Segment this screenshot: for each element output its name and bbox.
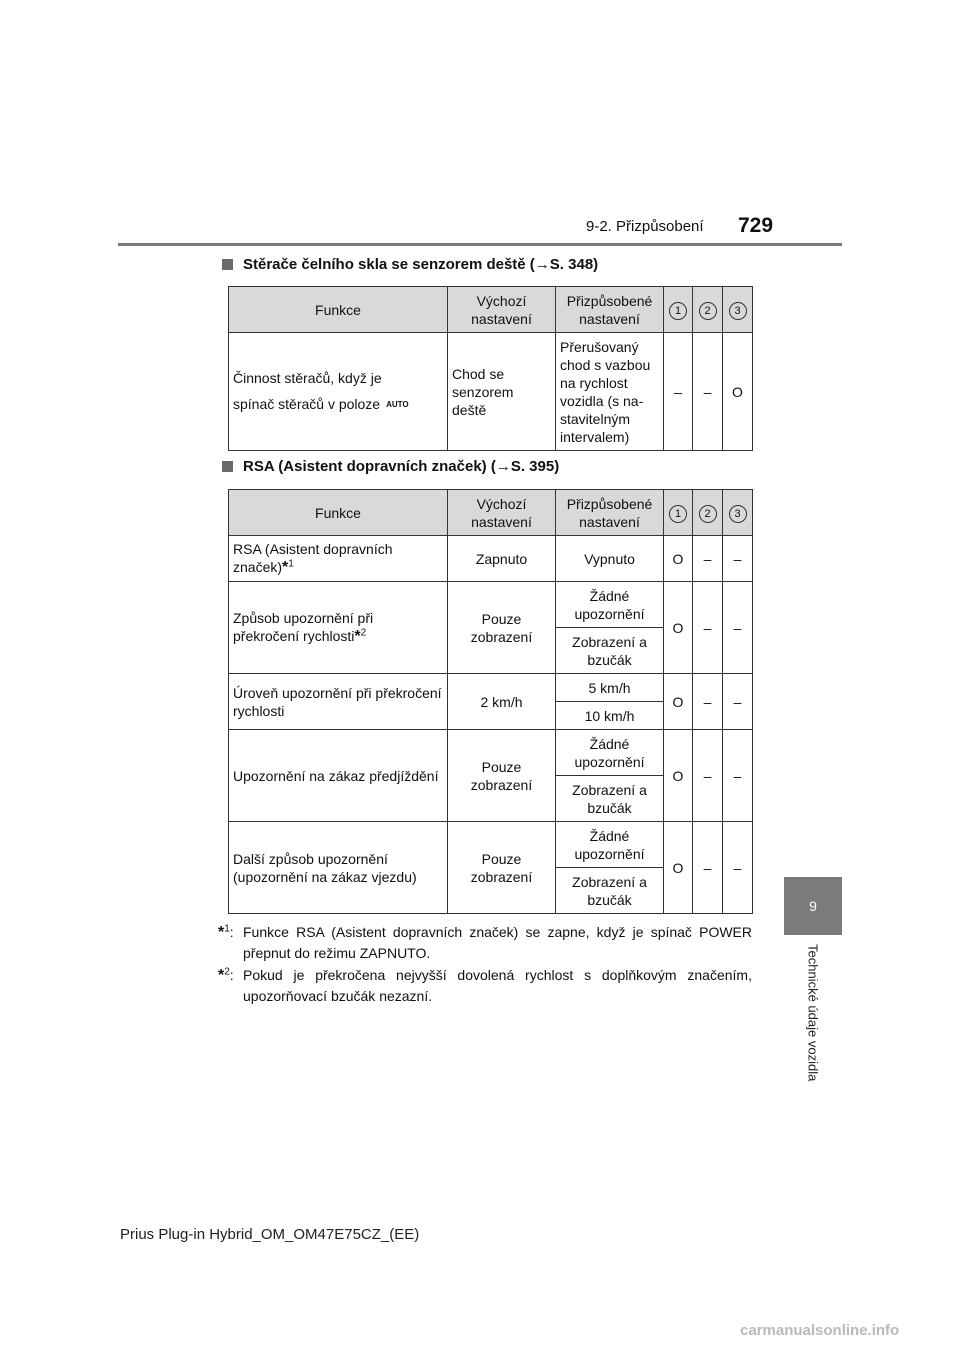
cell-c2: – [693,536,723,582]
header-custom: Přizpůsobené nastavení [556,490,664,536]
rsa-settings-table [228,489,753,914]
header-default: Výchozí nastavení [448,287,556,333]
cell-c2: – [693,730,723,822]
cell-c1: O [664,536,693,582]
circled-2: 2 [699,302,717,320]
header-default: Výchozí nastavení [448,490,556,536]
cell-custom: Zobrazení a bzučák [556,868,664,914]
cell-function: Způsob upozornění při překročení rychlosti*$^2$ [229,582,448,674]
header-col2 [693,287,723,333]
chapter-tab [784,877,842,935]
cell-c2: – [693,674,723,730]
cell-c3: – [723,674,753,730]
cell-c1: O [664,674,693,730]
cell-default: Pouze zobrazení [448,582,556,674]
table-row [229,333,753,451]
circled-1: 1 [669,302,687,320]
chapter-title: Technické údaje vozidla [805,944,821,1082]
section-title-text: RSA (Asistent dopravních značek) (→S. 395) [243,458,560,475]
chapter-number: 9 [809,898,817,914]
cell-function: Upozornění na zákaz předjíždění [229,730,448,822]
cell-default: Zapnuto [448,536,556,582]
header-custom: Přizpůsobené nastavení [556,287,664,333]
cell-c1: O [664,822,693,914]
table-row [229,822,753,868]
document-footer: Prius Plug-in Hybrid_OM_OM47E75CZ_(EE) [120,1226,420,1243]
auto-position-icon: AUTO [386,400,409,409]
cell-function: Činnost stěračů, když je spínač stěračů v poloze AUTO [229,333,448,451]
section-title-rsa [222,458,559,475]
footnote-2: *$^2$: Pokud je překročena nejvyšší dovolená rychlost s doplňkovým značením, upozorňovací bzučák nezazní. [218,965,752,1007]
table-row [229,536,753,582]
cell-default: Pouze zobrazení [448,822,556,914]
table-row [229,674,753,702]
cell-custom: Zobrazení a bzučák [556,628,664,674]
watermark: carmanualsonline.info [740,1322,900,1339]
cell-function: RSA (Asistent dopravních značek)*$^1$ [229,536,448,582]
section-bullet-icon [222,461,233,472]
cell-c2: – [693,822,723,914]
footnote-text: Pokud je překročena nejvyšší dovolená rychlost s doplňkovým značením, upozorňovací bzučák nezazní. [243,967,752,1004]
footnote-mark: 2 [224,966,230,978]
footnote-text: Funkce RSA (Asistent dopravních značek) se zapne, když je spínač POWER přepnut do režimu ZAPNUTO. [243,924,752,961]
cell-c3: – [723,536,753,582]
cell-c1: O [664,730,693,822]
cell-c3: – [723,822,753,914]
header-col1 [664,490,693,536]
cell-custom: 5 km/h [556,674,664,702]
cell-c1: – [664,333,693,451]
circled-3: 3 [729,505,747,523]
circled-2: 2 [699,505,717,523]
chapter-title-vertical [793,944,833,1104]
cell-default: 2 km/h [448,674,556,730]
cell-function: Úroveň upozornění při překročení rychlosti [229,674,448,730]
cell-custom: Žádné upozornění [556,822,664,868]
header-section-title: 9-2. Přizpůsobení [586,218,704,235]
section-bullet-icon [222,259,233,270]
table-row [229,582,753,628]
wipers-settings-table [228,286,753,451]
cell-c2: – [693,333,723,451]
cell-default: Pouze zobrazení [448,730,556,822]
footnote-mark: 1 [224,923,230,935]
header-function: Funkce [229,490,448,536]
header-col3 [723,287,753,333]
cell-c3: – [723,730,753,822]
page-number: 729 [738,214,774,237]
header-col3 [723,490,753,536]
cell-custom: Zobrazení a bzučák [556,776,664,822]
header-function: Funkce [229,287,448,333]
circled-1: 1 [669,505,687,523]
cell-c3: – [723,582,753,674]
cell-custom: Přerušovaný chod s vazbou na rychlost vozidla (s na-stavitelným intervalem) [556,333,664,451]
section-title-text: Stěrače čelního skla se senzorem deště (→S. 348) [243,256,599,273]
cell-c3: O [723,333,753,451]
cell-c1: O [664,582,693,674]
cell-function: Další způsob upozornění (upozornění na zákaz vjezdu) [229,822,448,914]
cell-custom: Vypnuto [556,536,664,582]
cell-custom: 10 km/h [556,702,664,730]
cell-c2: – [693,582,723,674]
cell-custom: Žádné upozornění [556,582,664,628]
header-col1 [664,287,693,333]
header-divider [118,243,842,246]
table-header-row [229,490,753,536]
section-title-wipers [222,256,598,273]
cell-default: Chod se senzorem deště [448,333,556,451]
table-header-row [229,287,753,333]
header-col2 [693,490,723,536]
footnote-1: *$^1$: Funkce RSA (Asistent dopravních značek) se zapne, když je spínač POWER přepnut do režimu ZAPNUTO. [218,922,752,964]
footnote-ref: 2 [360,627,367,639]
footnote-ref: 1 [288,558,294,570]
cell-custom: Žádné upozornění [556,730,664,776]
table-row [229,730,753,776]
circled-3: 3 [729,302,747,320]
